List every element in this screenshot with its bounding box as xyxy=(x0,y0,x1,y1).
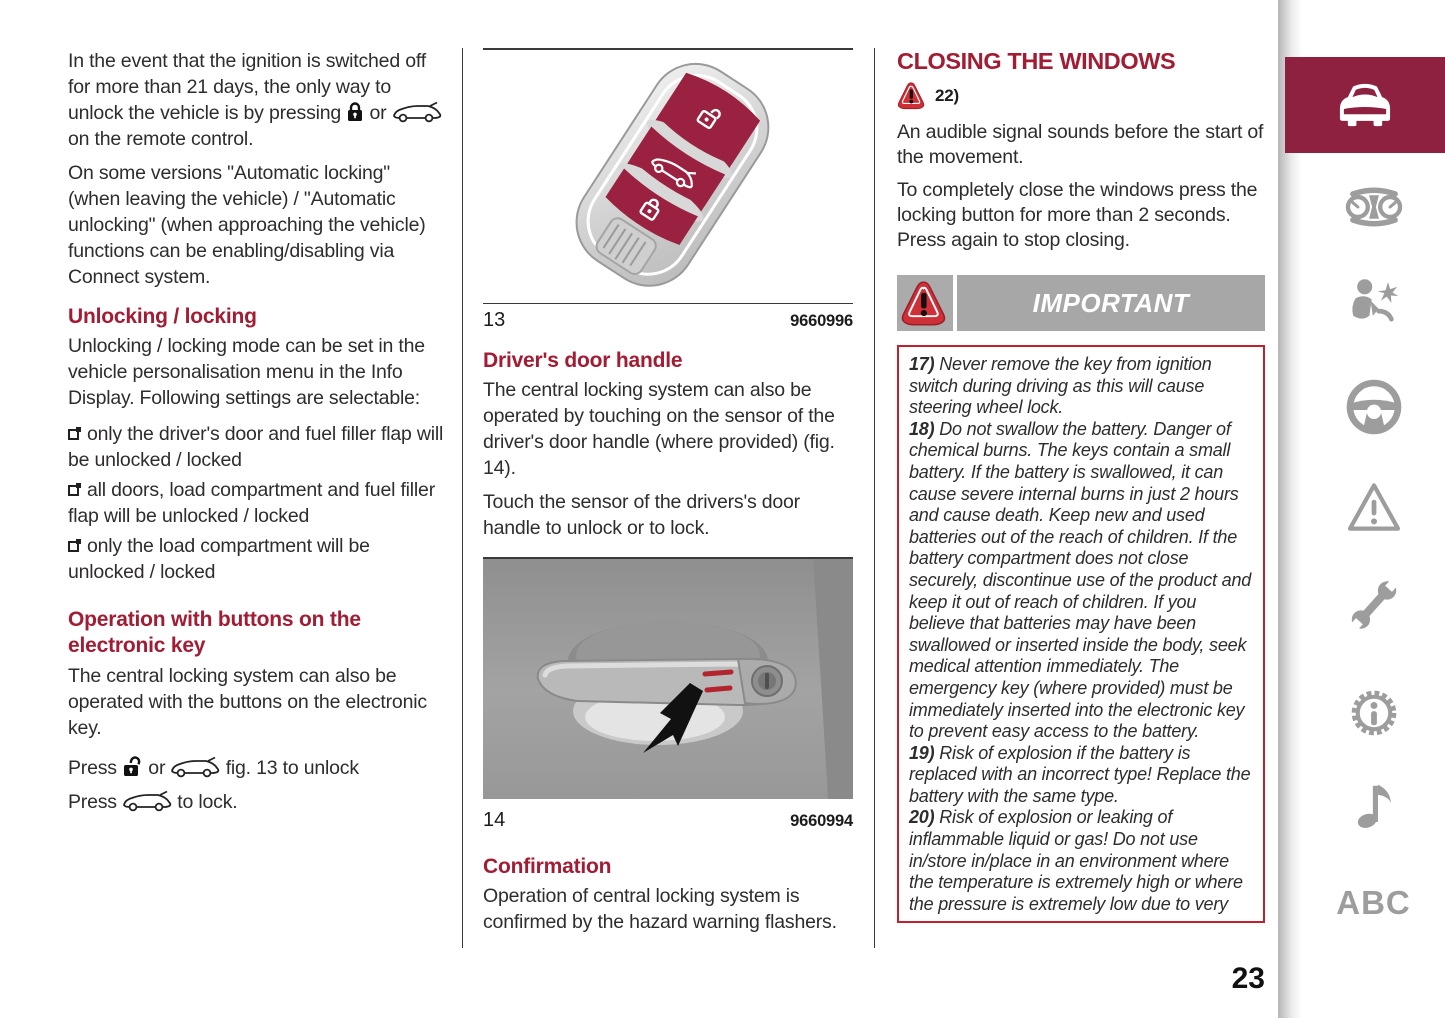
figure-13-caption xyxy=(483,304,853,332)
bullet-load-compartment xyxy=(68,533,446,585)
note-number: 19) xyxy=(909,742,935,763)
middle-column xyxy=(483,48,853,943)
figure-14-caption xyxy=(483,804,853,832)
section-heading-confirmation: Confirmation xyxy=(483,854,612,878)
paragraph-ignition-text: In the event that the ignition is switched off for more than 21 days, the only way to unlock the vehicle is by pressing xyxy=(68,50,426,124)
sidebar-item-safety[interactable] xyxy=(1302,268,1445,338)
note-text: Never remove the key from ignition switch during driving as this will cause steering wheel lock. xyxy=(909,354,1212,418)
paragraph-unlock-modes: Unlocking / locking mode can be set in the vehicle personalisation menu in the Info Display. Following settings are selectable: xyxy=(68,335,425,409)
paragraph-audible-signal: An audible signal sounds before the start of the movement. xyxy=(897,121,1264,168)
paragraph-press-lock xyxy=(68,789,446,815)
note-text: Risk of explosion or leaking of inflammable liquid or gas! Do not use in/store in/place in an environment where the temperature is extremely high or where the pressure is extremely low due to very xyxy=(909,807,1243,914)
paragraph-central-locking: The central locking system can also be operated with the buttons on the electronic key. xyxy=(68,665,427,739)
car-remote-icon xyxy=(122,790,172,812)
right-column xyxy=(897,48,1265,923)
bullet-load-compartment-text: only the load compartment will be unlocked / locked xyxy=(68,535,370,583)
note-18 xyxy=(909,419,1253,743)
important-banner-bar xyxy=(957,275,1265,331)
square-bullet-icon xyxy=(68,541,79,552)
sidebar-item-dashboard[interactable] xyxy=(1302,172,1445,242)
press-unlock-or: or xyxy=(148,757,166,779)
section-heading-operation-buttons: Operation with buttons on the electronic key xyxy=(68,608,361,657)
bullet-all-doors xyxy=(68,477,446,529)
bullet-all-doors-text: all doors, load compartment and fuel filler flap will be unlocked / locked xyxy=(68,479,435,527)
steering-wheel-icon xyxy=(1344,377,1404,437)
abc-label: ABC xyxy=(1336,884,1411,921)
column-divider xyxy=(462,48,463,948)
page-number: 23 xyxy=(1231,962,1265,995)
press-unlock-pre: Press xyxy=(68,757,117,779)
section-heading-unlocking-locking: Unlocking / locking xyxy=(68,305,257,328)
sidebar-item-steering[interactable] xyxy=(1302,372,1445,442)
warning-reference-number: 22) xyxy=(935,85,959,105)
page-section-heading: CLOSING THE WINDOWS xyxy=(897,48,1176,74)
dashboard-icon xyxy=(1343,186,1405,228)
note-text: Do not swallow the battery. Danger of chemical burns. The keys contain a small battery. If the battery is swallowed, it can cause severe internal burns in just 2 hours and cause death. Keep new and used batteries out of the reach of children. If the battery compartment does not close securely, discontinue use of the product and keep it out of reach of children. If you believe that batteries may have been swallowed or inserted inside the body, seek medical attention immediately. The emergency key (where provided) must be immediately inserted into the electronic key to prevent easy access to the battery. xyxy=(909,418,1252,742)
important-banner-icon-box xyxy=(897,275,953,331)
section-heading-drivers-door-handle: Driver's door handle xyxy=(483,349,683,373)
note-number: 18) xyxy=(909,418,935,439)
paragraph-press-unlock xyxy=(68,755,446,781)
figure-code: 9660996 xyxy=(790,312,853,331)
warning-triangle-icon xyxy=(897,81,927,110)
note-19 xyxy=(909,743,1253,808)
paragraph-automatic-locking: On some versions "Automatic locking" (when leaving the vehicle) / "Automatic unlocking" (when approaching the vehicle) functions can be enabling/disabling via Connect system. xyxy=(68,162,426,288)
paragraph-door-handle-sensor: The central locking system can also be operated by touching on the sensor of the driver's door handle (where provided) (fig. 14). xyxy=(483,379,835,480)
car-icon xyxy=(1332,78,1398,132)
note-number: 17) xyxy=(909,354,935,374)
figure-number: 14 xyxy=(483,808,506,831)
press-lock-post: to lock. xyxy=(177,791,238,813)
info-gear-icon xyxy=(1345,684,1403,742)
warning-reference-row xyxy=(897,81,1265,110)
warning-triangle-outline-icon xyxy=(1344,479,1404,535)
square-bullet-icon xyxy=(68,485,79,496)
paragraph-touch-sensor: Touch the sensor of the drivers's door handle to unlock or to lock. xyxy=(483,491,800,540)
figure-14 xyxy=(483,557,853,832)
sidebar-item-vehicle[interactable] xyxy=(1285,57,1445,153)
paragraph-ignition-or: or xyxy=(369,102,387,124)
paragraph-ignition xyxy=(68,48,446,152)
bullet-driver-door-text: only the driver's door and fuel filler flap will be unlocked / locked xyxy=(68,423,444,471)
music-note-icon xyxy=(1351,779,1397,831)
figure-13 xyxy=(483,48,853,332)
lock-open-icon xyxy=(122,756,143,777)
sidebar-item-index[interactable] xyxy=(1302,868,1445,938)
important-banner xyxy=(897,275,1265,331)
door-handle-photo xyxy=(483,559,853,799)
paragraph-confirmation: Operation of central locking system is confirmed by the hazard warning flashers. xyxy=(483,884,837,933)
note-20 xyxy=(909,807,1253,915)
note-number: 20) xyxy=(909,807,935,828)
paragraph-close-windows: To completely close the windows press the locking button for more than 2 seconds. Press again to stop closing. xyxy=(897,179,1258,251)
press-lock-pre: Press xyxy=(68,791,117,813)
car-remote-icon xyxy=(170,756,220,778)
warning-triangle-icon xyxy=(900,279,950,327)
figure-code: 9660994 xyxy=(790,811,853,830)
airbag-icon xyxy=(1345,275,1403,331)
car-remote-icon xyxy=(392,101,442,123)
important-banner-label: IMPORTANT xyxy=(1032,287,1190,318)
sidebar-item-infotainment[interactable] xyxy=(1302,678,1445,748)
sidebar-item-warnings[interactable] xyxy=(1302,472,1445,542)
left-column xyxy=(68,48,446,823)
note-text: Risk of explosion if the battery is replaced with an incorrect type! Replace the battery with the same type. xyxy=(909,742,1251,806)
important-notes-box xyxy=(897,345,1265,923)
square-bullet-icon xyxy=(68,429,79,440)
column-divider xyxy=(874,48,875,948)
note-17 xyxy=(909,354,1253,419)
figure-number: 13 xyxy=(483,309,506,332)
key-fob-illustration xyxy=(483,50,853,298)
lock-closed-icon xyxy=(346,101,364,122)
sidebar-item-maintenance[interactable] xyxy=(1302,570,1445,640)
wrench-icon xyxy=(1345,574,1403,636)
paragraph-ignition-end: on the remote control. xyxy=(68,128,254,150)
press-unlock-post: fig. 13 to unlock xyxy=(225,757,359,779)
sidebar-item-audio[interactable] xyxy=(1302,770,1445,840)
bullet-driver-door xyxy=(68,421,446,473)
